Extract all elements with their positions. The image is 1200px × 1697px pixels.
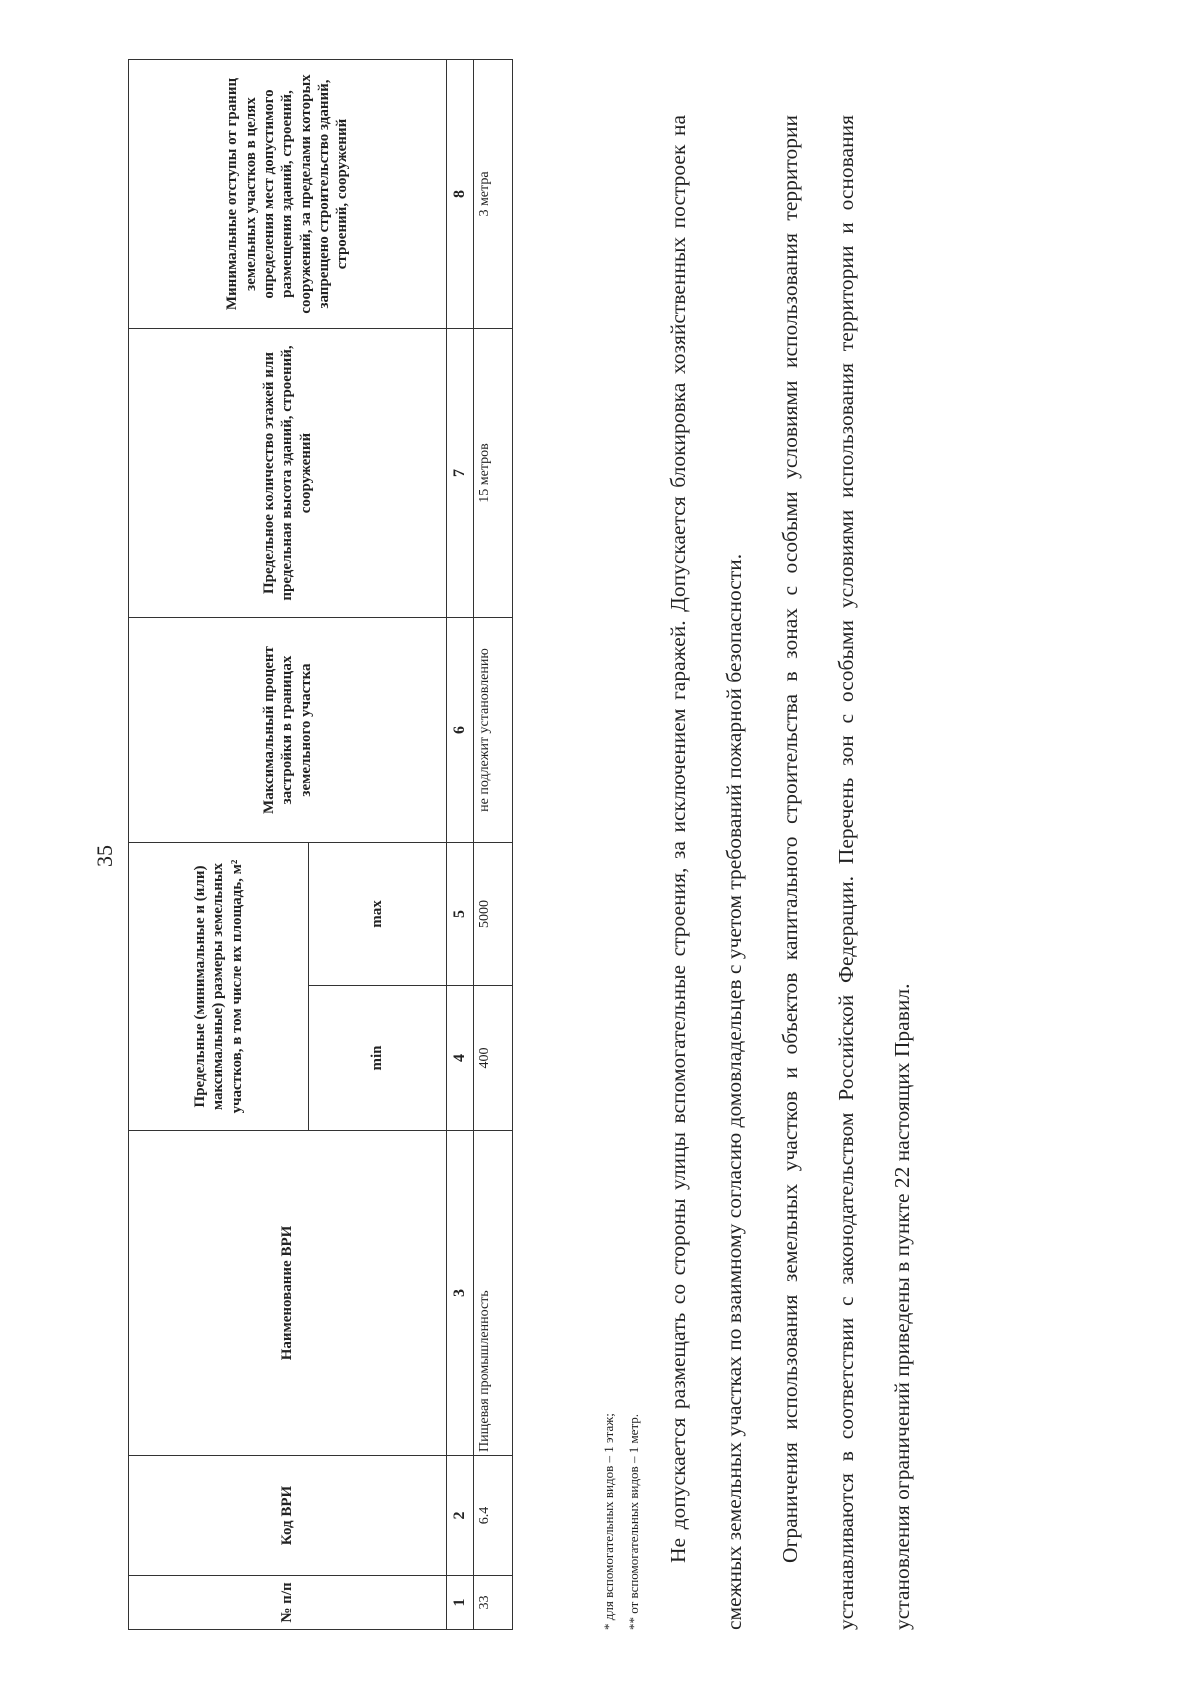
cell-min: 400 — [474, 986, 513, 1131]
header-percent: Максимальный процент застройки в границах земельного участка — [129, 618, 447, 843]
table-row — [474, 60, 513, 1630]
cell-code: 6.4 — [474, 1456, 513, 1576]
column-number: 1 — [447, 1576, 474, 1630]
header-max: max — [309, 843, 447, 986]
column-number: 3 — [447, 1131, 474, 1456]
column-number: 7 — [447, 329, 474, 618]
parameters-table — [128, 59, 513, 1630]
table-header-row — [129, 60, 309, 1630]
cell-setbacks: 3 метра — [474, 60, 513, 329]
page-number: 35 — [92, 845, 117, 867]
cell-name: Пищевая промышленность — [474, 1131, 513, 1456]
header-setbacks: Минимальные отступы от границ земельных участков в целях определения мест допустимого размещения зданий, строений, сооружений, за пределами которых запрещено строительство зданий, строений, сооружений — [129, 60, 447, 329]
paragraph: Ограничения использования земельных участков и объектов капитального строительства в зонах с особыми условиями использования территории устанавливаются в соответствии с законодательством Российской Федерации. Перечень зон с особыми условиями использования территории и основания установления ограничений приведены в пункте 22 настоящих Правил. — [778, 115, 914, 1630]
footnote: * для вспомогательных видов – 1 этаж; — [601, 1413, 616, 1630]
cell-num: 33 — [474, 1576, 513, 1630]
column-number: 8 — [447, 60, 474, 329]
paragraph: Не допускается размещать со стороны улицы вспомогательные строения, за исключением гаражей. Допускается блокировка хозяйственных построек на смежных земельных участках по взаимному согласию домовладельцев с учетом требований пожарной безопасности. — [666, 115, 746, 1630]
header-min: min — [309, 986, 447, 1131]
column-number: 6 — [447, 618, 474, 843]
column-number: 4 — [447, 986, 474, 1131]
table-footnotes — [596, 1413, 646, 1630]
header-name: Наименование ВРИ — [129, 1131, 447, 1456]
column-number: 2 — [447, 1456, 474, 1576]
header-floors: Предельное количество этажей или предельная высота зданий, строений, сооружений — [129, 329, 447, 618]
header-code: Код ВРИ — [129, 1456, 447, 1576]
column-numbers-row — [447, 60, 474, 1630]
body-text — [650, 115, 930, 1630]
header-sizes: Предельные (минимальные и (или) максимальные) размеры земельных участков, в том числе их площадь, м² — [129, 843, 309, 1131]
cell-floors: 15 метров — [474, 329, 513, 618]
cell-percent: не подлежит установлению — [474, 618, 513, 843]
cell-max: 5000 — [474, 843, 513, 986]
header-num: № п/п — [129, 1576, 447, 1630]
footnote: ** от вспомогательных видов – 1 метр. — [626, 1413, 641, 1630]
column-number: 5 — [447, 843, 474, 986]
